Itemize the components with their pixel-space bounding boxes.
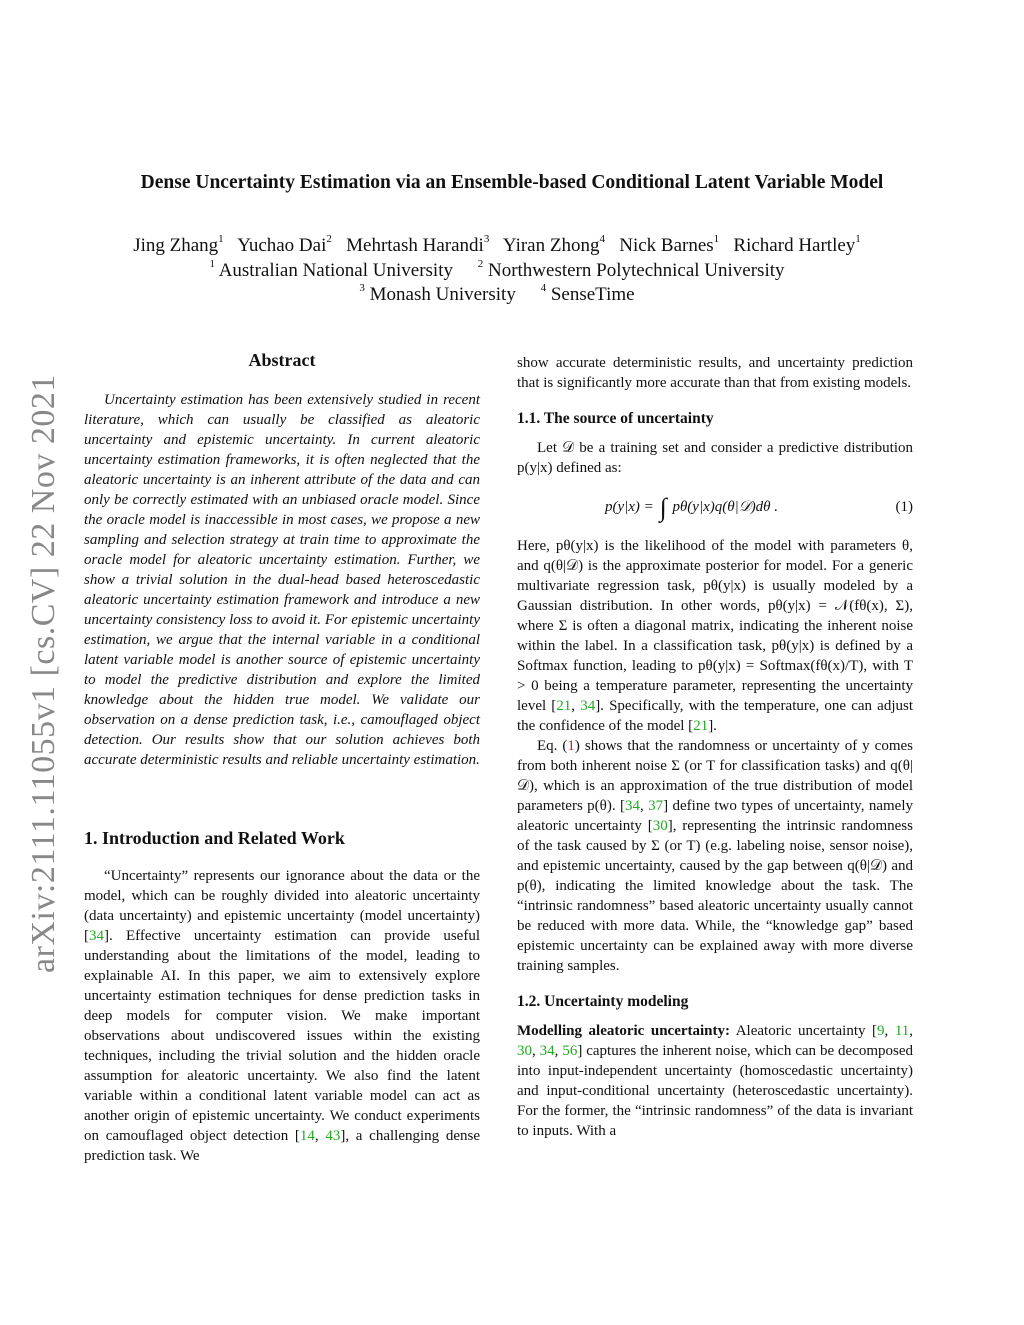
aleatoric-modeling-paragraph: Modelling aleatoric uncertainty: Aleatoric uncertainty [9, 11, 30, 34, 56] captures the inherent noise, which can be decomposed into input-independent uncertainty (homoscedastic uncertainty) and input-conditional uncertainty (heteroscedastic uncertainty). For the former, the “intrinsic randomness” of the data is invariant to inputs. With a: [517, 1023, 914, 1139]
text-run: “Uncertainty” represents our ignorance about the data or the model, which can be roughly divided into aleatoric uncertainty (data uncertainty) and epistemic uncertainty (model uncertainty) [: [84, 868, 480, 944]
subsection-heading-source: 1.1. The source of uncertainty: [517, 410, 714, 427]
arxiv-identifier-strip: [22, 348, 66, 973]
text-run: ] define two types of uncertainty, namely aleatoric uncertainty [: [517, 798, 914, 834]
likelihood-paragraph: Here, pθ(y|x) is the likelihood of the model with parameters θ, and q(θ|𝒟) is the approximate posterior for model. For a generic multivariate regression task, pθ(y|x) is usually modeled by a Gaussian distribution. In other words, pθ(y|x) = 𝒩(fθ(x), Σ), where Σ is often a diagonal matrix, indicating the inherent noise within the label. In a classification task, pθ(y|x) is defined by a Softmax function, leading to pθ(y|x) = Softmax(fθ(x)/T), with T > 0 being a temperature parameter, representing the uncertainty level [21, 34]. Specifically, with the temperature, one can adjust the confidence of the model [21].: [517, 538, 913, 734]
citation-link[interactable]: 34: [539, 1043, 555, 1059]
equation-number: (1): [895, 499, 913, 515]
author-name: Jing Zhang: [133, 235, 219, 256]
citation-link[interactable]: 21: [556, 698, 572, 714]
author-name: Richard Hartley: [733, 235, 856, 256]
citation-link[interactable]: 43: [325, 1128, 341, 1144]
right-column: [517, 353, 913, 1141]
source-intro-paragraph: Let 𝒟 be a training set and consider a predictive distribution p(y|x) defined as:: [517, 440, 913, 476]
author-affiliation-mark: 2: [326, 233, 332, 245]
affiliation-number: 1: [209, 257, 215, 270]
text-run: Aleatoric uncertainty [: [730, 1023, 878, 1039]
citation-link[interactable]: 34: [625, 798, 640, 814]
affiliation-line: [60, 259, 934, 284]
author-name: Nick Barnes: [619, 235, 714, 256]
affiliation-name: Monash University: [369, 284, 516, 305]
paper-title: Dense Uncertainty Estimation via an Ensemble-based Conditional Latent Variable Model: [140, 172, 884, 193]
subsection-heading-modeling: 1.2. Uncertainty modeling: [517, 993, 689, 1010]
author-name: Yiran Zhong: [502, 235, 600, 256]
affiliation-name: SenseTime: [550, 284, 635, 305]
integral-symbol: ∫: [659, 493, 667, 522]
author-affiliation-mark: 4: [599, 233, 605, 245]
citation-link[interactable]: 34: [580, 698, 596, 714]
paragraph-lead: Modelling aleatoric uncertainty:: [517, 1023, 731, 1039]
author-affiliation-mark: 1: [855, 233, 861, 245]
citation-link[interactable]: 30: [652, 818, 668, 834]
author-list: [60, 234, 934, 259]
affiliation-number: 2: [477, 257, 484, 270]
equation-body: [605, 493, 779, 522]
equation-rhs: pθ(y|x)q(θ|𝒟)dθ .: [672, 499, 779, 515]
text-run: Eq. (: [537, 738, 568, 754]
continued-paragraph: show accurate deterministic results, and uncertainty prediction that is significantly more accurate than that from existing models.: [517, 355, 913, 391]
text-run: ] captures the inherent noise, which can be decomposed into input-independent uncertainty (homoscedastic uncertainty) and input-conditional uncertainty (heteroscedastic uncertainty). For the former, the “intrinsic randomness” of the data is invariant to inputs. With a: [517, 1043, 913, 1139]
arxiv-identifier: arXiv:2111.11055v1 [cs.CV] 22 Nov 2021: [25, 374, 62, 973]
affiliation-line: [60, 283, 934, 308]
section-heading-introduction: 1. Introduction and Related Work: [84, 828, 345, 848]
citation-link[interactable]: 14: [299, 1128, 315, 1144]
text-run: Here, pθ(y|x) is the likelihood of the model with parameters θ, and q(θ|𝒟) is the approximate posterior for model. For a generic multivariate regression task, pθ(y|x) is usually modeled by a Gaussian distribution. In other words, pθ(y|x) = 𝒩(fθ(x), Σ), where Σ is often a diagonal matrix, indicating the inherent noise within the label. In a classification task, pθ(y|x) is defined by a Softmax function, leading to pθ(y|x) = Softmax(fθ(x)/T), with T > 0 being a temperature parameter, representing the uncertainty level [: [517, 538, 913, 714]
citation-link[interactable]: 56: [562, 1043, 578, 1059]
equation-reference-link[interactable]: 1: [567, 738, 575, 754]
affiliation-name: Northwestern Polytechnical University: [487, 259, 785, 281]
abstract-heading: Abstract: [248, 350, 316, 370]
affiliation-number: 3: [359, 282, 365, 294]
affiliation-number: 4: [540, 282, 547, 294]
equation-1: [517, 488, 913, 528]
equation-lhs: p(y|x) =: [605, 499, 654, 515]
author-affiliation-mark: 1: [713, 233, 720, 245]
citation-link[interactable]: 9: [877, 1023, 885, 1039]
text-run: ], representing the intrinsic randomness of the task caused by Σ (or T) (e.g. labeling noise, sensor noise), and epistemic uncertainty, caused by the gap between q(θ|𝒟) and p(θ), indicating the limited knowledge about the task. The “intrinsic randomness” based aleatoric uncertainty usually cannot be reduced with more data. While, the “knowledge gap” based epistemic uncertainty can be explained away with more diverse training samples.: [517, 818, 913, 974]
citation-link[interactable]: 21: [693, 718, 709, 734]
randomness-paragraph: Eq. (1) shows that the randomness or uncertainty of y comes from both inherent noise Σ (or T for classification tasks) and q(θ|𝒟), which is an approximation of the true distribution of model parameters p(θ). [34, 37] define two types of uncertainty, namely aleatoric uncertainty [30], representing the intrinsic randomness of the task caused by Σ (or T) (e.g. labeling noise, sensor noise), and epistemic uncertainty, caused by the gap between q(θ|𝒟) and p(θ), indicating the limited knowledge about the task. The “intrinsic randomness” based aleatoric uncertainty usually cannot be reduced with more data. While, the “knowledge gap” based epistemic uncertainty can be explained away with more diverse training samples.: [517, 738, 914, 974]
author-affiliation-mark: 3: [483, 233, 490, 245]
author-affiliation-mark: 1: [218, 233, 224, 245]
citation-link[interactable]: 37: [648, 798, 664, 814]
text-run: ].: [708, 718, 717, 734]
abstract-text: Uncertainty estimation has been extensively studied in recent literature, which can usually be classified as aleatoric uncertainty and epistemic uncertainty. In current aleatoric uncertainty estimation frameworks, it is often neglected that the aleatoric uncertainty is an inherent attribute of the data and can only be correctly estimated with an unbiased oracle model. Since the oracle model is inaccessible in most cases, we propose a new sampling and selection strategy at train time to approximate the oracle model for aleatoric uncertainty estimation. Further, we show a trivial solution in the dual-head based heteroscedastic aleatoric uncertainty estimation framework and introduce a new uncertainty consistency loss to avoid it. For epistemic uncertainty estimation, we argue that the internal variable in a conditional latent variable model is another source of epistemic uncertainty to model the predictive distribution and explore the limited knowledge about the hidden true model. We validate our observation on a dense prediction task, i.e., camouflaged object detection. Our results show that our solution achieves both accurate deterministic results and reliable uncertainty estimation.: [84, 392, 480, 768]
text-run: ]. Specifically, with the temperature, one can adjust the confidence of the model [: [517, 698, 913, 734]
text-run: ]. Effective uncertainty estimation can provide useful understanding about the limitations of the model, leading to explainable AI. In this paper, we aim to extensively explore uncertainty estimation techniques for dense prediction tasks in deep models for computer vision. We make important observations about undiscovered issues within the existing techniques, including the trivial solution and the hidden oracle assumption for aleatoric uncertainty. We also find the latent variable within a conditional latent variable model can act as another origin of epistemic uncertainty. We conduct experiments on camouflaged object detection [: [84, 928, 480, 1144]
introduction-paragraph: “Uncertainty” represents our ignorance about the data or the model, which can be roughly divided into aleatoric uncertainty (data uncertainty) and epistemic uncertainty (model uncertainty) [34]. Effective uncertainty estimation can provide useful understanding about the limitations of the model, leading to explainable AI. In this paper, we aim to extensively explore uncertainty estimation techniques for dense prediction tasks in deep models for computer vision. We make important observations about undiscovered issues within the existing techniques, including the trivial solution and the hidden oracle assumption for aleatoric uncertainty. We also find the latent variable within a conditional latent variable model can act as another origin of epistemic uncertainty. We conduct experiments on camouflaged object detection [14, 43], a challenging dense prediction task. We: [84, 868, 480, 1164]
author-name: Yuchao Dai: [237, 235, 327, 256]
citation-link[interactable]: 11: [894, 1023, 910, 1039]
author-name: Mehrtash Harandi: [346, 235, 484, 256]
citation-link[interactable]: 30: [517, 1043, 532, 1059]
author-block: [60, 234, 934, 308]
text-run: ], a challenging dense prediction task. We: [84, 1128, 480, 1164]
text-run: ) shows that the randomness or uncertainty of y comes from both inherent noise Σ (or T for classification tasks) and q(θ|𝒟), which is an approximation of the true distribution of model parameters p(θ). [: [517, 738, 913, 814]
affiliation-name: Australian National University: [218, 259, 453, 281]
left-column: [84, 350, 480, 1166]
citation-link[interactable]: 34: [89, 928, 104, 944]
